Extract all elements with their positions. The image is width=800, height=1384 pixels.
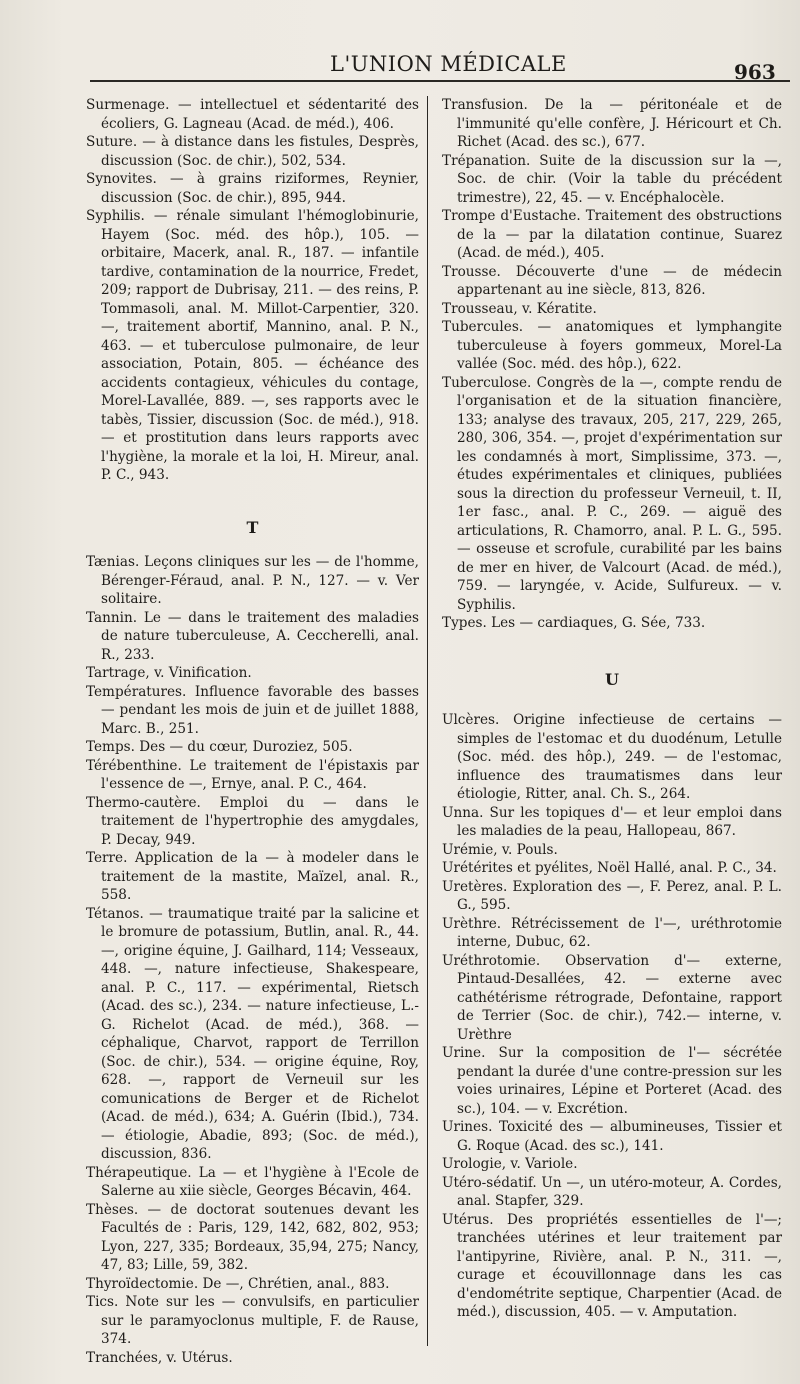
index-entry: Urèthre. Rétrécissement de l'—, uréthrotomie interne, Dubuc, 62. [442,915,782,950]
index-entry: Utéro-sédatif. Un —, un utéro-moteur, A. Cordes, anal. Stapfer, 329. [442,1174,782,1209]
index-entry: Urologie, v. Variole. [442,1156,578,1172]
index-entry: Trousseau, v. Kératite. [442,300,597,317]
index-entry: Terre. Application de la — à modeler dans le traitement de la mastite, Maïzel, anal. R., 558. [86,850,419,903]
right-entries-before [442,96,782,633]
index-entry: Trépanation. Suite de la discussion sur la —, Soc. de chir. (Voir la table du précédent trimestre), 22, 45. — v. Encéphalocèle. [442,152,782,206]
index-entry: Trousse. Découverte d'une — de médecin appartenant au ine siècle, 813, 826. [442,263,782,298]
index-entry: Thermo-cautère. Emploi du — dans le traitement de l'hypertrophie des amygdales, P. Decay, 949. [86,794,419,848]
index-entry: Urétérites et pyélites, Noël Hallé, anal. P. C., 34. [442,860,777,876]
page-header [0,50,800,90]
index-entry: Thyroïdectomie. De —, Chrétien, anal., 883. [86,1275,390,1292]
index-entry: Températures. Influence favorable des basses — pendant les mois de juin et de juillet 1888, Marc. B., 251. [86,683,419,737]
left-column [86,96,419,1367]
index-entry: Thèses. — de doctorat soutenues devant les Facultés de : Paris, 129, 142, 682, 802, 953; Lyon, 227, 335; Bordeaux, 35,94, 275; Nancy, 47, 83; Lille, 59, 382. [86,1201,419,1273]
header-rule [90,80,790,82]
index-entry: Utérus. Des propriétés essentielles de l'—; tranchées utérines et leur traitement par l'antipyrine, Rivière, anal. P. N., 311. —, curage et écouvillonnage dans les cas d'endométrite septique, Charpentier (Acad. de méd.), discussion, 405. — v. Amputation. [442,1211,782,1320]
column-divider [427,96,428,1346]
index-entry: Uretères. Exploration des —, F. Perez, anal. P. L. G., 595. [442,878,782,913]
index-entry: Suture. — à distance dans les fistules, Desprès, discussion (Soc. de chir.), 502, 534. [86,134,419,169]
index-entry: Ulcères. Origine infectieuse de certains — simples de l'estomac et du duodénum, Letulle (Soc. méd. des hôp.), 249. — de l'estomac, influence des traumatismes dans leur étiologie, Ritter, anal. Ch. S., 264. [442,712,782,802]
section-letter-t: T [246,517,259,537]
index-entry: Tics. Note sur les — convulsifs, en particulier sur le paramyoclonus multiple, F. de Rause, 374. [86,1294,419,1347]
index-entry: Tartrage, v. Vinification. [86,665,252,681]
index-entry: Urine. Sur la composition de l'— sécrétée pendant la durée d'une contre-pression sur les voies urinaires, Lépine et Porteret (Acad. des sc.), 104. — v. Excrétion. [442,1045,782,1117]
index-entry: Transfusion. De la — péritonéale et de l'immunité qu'elle confère, J. Héricourt et Ch. Richet (Acad. des sc.), 677. [442,97,782,150]
section-letter-u: U [605,669,619,689]
index-entry: Thérapeutique. La — et l'hygiène à l'Ecole de Salerne au xiie siècle, Georges Bécavin, 464. [86,1164,419,1199]
index-entry: Types. Les — cardiaques, G. Sée, 733. [442,615,706,631]
index-entry: Urines. Toxicité des — albumineuses, Tissier et G. Roque (Acad. des sc.), 141. [442,1119,782,1154]
index-entry: Temps. Des — du cœur, Duroziez, 505. [86,739,353,755]
running-title: L'UNION MÉDICALE [330,52,567,76]
index-entry: Térébenthine. Le traitement de l'épistaxis par l'essence de —, Ernye, anal. P. C., 464. [86,757,419,792]
right-entries-after [442,711,782,1322]
index-entry: Tannin. Le — dans le traitement des maladies de nature tuberculeuse, A. Ceccherelli, anal. R., 233. [86,609,419,663]
index-entry: Tranchées, v. Utérus. [86,1349,233,1366]
page-number: 963 [734,60,776,84]
index-entry: Uréthrotomie. Observation d'— externe, Pintaud-Desallées, 42. — externe avec cathétérisme rétrograde, Defontaine, rapport de Terrier (Soc. de chir.), 742.— interne, v. Urèthre [442,952,782,1043]
index-entry: Tuberculose. Congrès de la —, compte rendu de l'organisation et de la situation financière, 133; analyse des travaux, 205, 217, 229, 265, 280, 306, 354. —, projet d'expérimentation sur les condamnés à mort, Simplissime, 373. —, études expérimentales et cliniques, publiées sous la direction du professeur Verneuil, t. II, 1er fasc., anal. P. C., 269. — aiguë des articulations, R. Chamorro, anal. P. L. G., 595. — osseuse et scrofule, curabilité par les bains de mer en hiver, de Valcourt (Acad. de méd.), 759. — laryngée, v. Acide, Sulfureux. — v. Syphilis. [442,374,782,613]
index-entry: Tubercules. — anatomiques et lymphangite tuberculeuse à foyers gommeux, Morel-La vallée (Soc. méd. des hôp.), 622. [442,319,782,372]
index-entry: Synovites. — à grains riziformes, Reynier, discussion (Soc. de chir.), 895, 944. [86,171,419,206]
index-entry: Tétanos. — traumatique traité par la salicine et le bromure de potassium, Butlin, anal. R., 44. —, origine équine, J. Gailhard, 114; Vesseaux, 448. —, nature infectieuse, Shakespeare, anal. P. C., 117. — expérimental, Rietsch (Acad. des sc.), 234. — nature infectieuse, L.-G. Richelot (Acad. de méd.), 368. — céphalique, Charvot, rapport de Terrillon (Soc. de chir.), 534. — origine équine, Roy, 628. —, rapport de Verneuil sur les comunications de Berger et de Richelot (Acad. de méd.), 634; A. Guérin (Ibid.), 734. — étiologie, Abadie, 893; (Soc. de méd.), discussion, 836. [86,905,419,1162]
index-entry: Urémie, v. Pouls. [442,841,558,858]
left-entries-after [86,553,419,1367]
right-column [442,96,782,1322]
index-entry: Trompe d'Eustache. Traitement des obstructions de la — par la dilatation continue, Suarez (Acad. de méd.), 405. [442,208,782,261]
index-entry: Surmenage. — intellectuel et sédentarité des écoliers, G. Lagneau (Acad. de méd.), 406. [86,97,419,132]
index-entry: Tænias. Leçons cliniques sur les — de l'homme, Bérenger-Féraud, anal. P. N., 127. — v. Ver solitaire. [86,554,419,607]
index-entry: Unna. Sur les topiques d'— et leur emploi dans les maladies de la peau, Hallopeau, 867. [442,804,782,839]
index-entry: Syphilis. — rénale simulant l'hémoglobinurie, Hayem (Soc. méd. des hôp.), 105. — orbitaire, Macerk, anal. R., 187. — infantile tardive, contamination de la nourrice, Fredet, 209; rapport de Dubrisay, 211. — des reins, P. Tommasoli, anal. M. Millot-Carpentier, 320. —, traitement abortif, Mannino, anal. P. N., 463. — et tuberculose pulmonaire, de leur association, Potain, 805. — échéance des accidents contagieux, véhicules du contage, Morel-Lavallée, 889. —, ses rapports avec le tabès, Tissier, discussion (Soc. de méd.), 918. — et prostitution dans leurs rapports avec l'hygiène, la morale et la loi, H. Mireur, anal. P. C., 943. [86,208,419,483]
left-entries-before [86,96,419,485]
